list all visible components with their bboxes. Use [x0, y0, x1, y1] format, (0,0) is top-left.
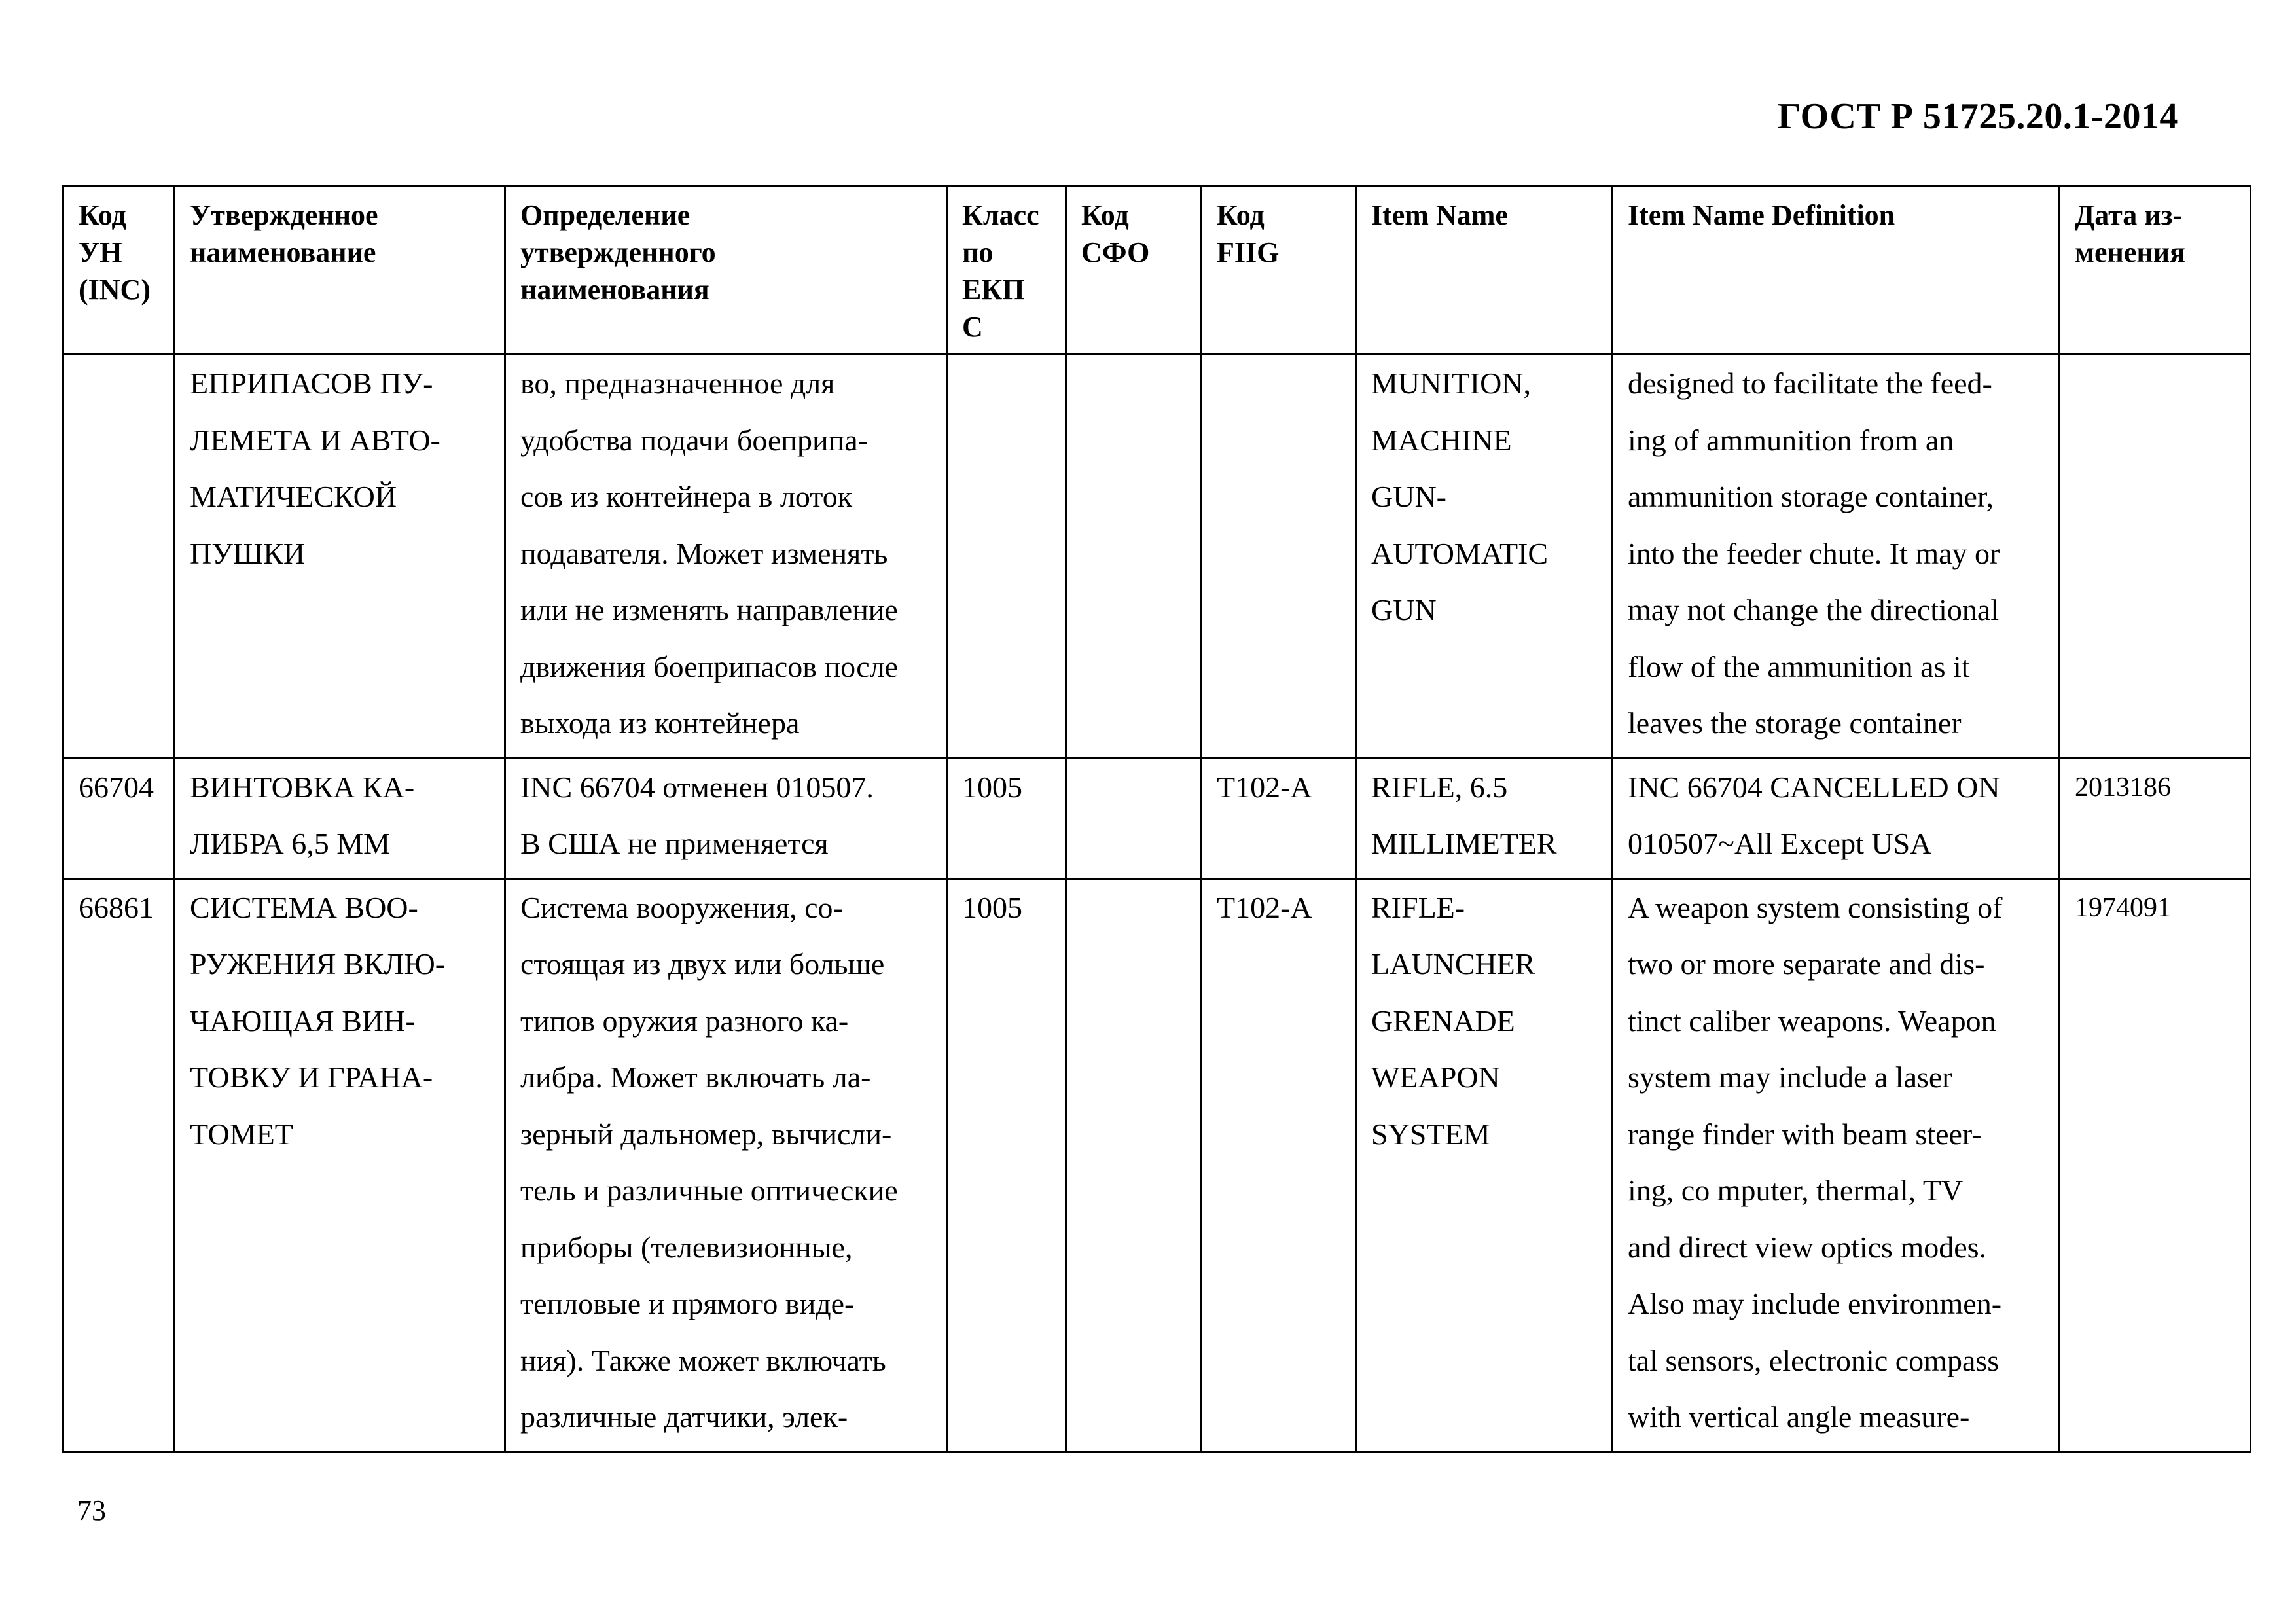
cell-sfo — [1066, 878, 1202, 1452]
header-fiig: Код FIIG — [1202, 187, 1356, 355]
cell-item-definition: designed to facilitate the feed- ing of ammunition from an ammunition storage container, into the feeder chute. It may or may not change the directional flow of the ammunition as it leaves the storage container — [1613, 355, 2060, 759]
cell-class — [947, 355, 1066, 759]
cell-sfo — [1066, 355, 1202, 759]
cell-inc: 66861 — [63, 878, 175, 1452]
header-date: Дата из- менения — [2060, 187, 2251, 355]
header-item-name: Item Name — [1356, 187, 1613, 355]
cell-class: 1005 — [947, 758, 1066, 878]
header-class: Класс по ЕКП С — [947, 187, 1066, 355]
cell-date: 1974091 — [2060, 878, 2251, 1452]
cell-item-name: RIFLE, 6.5 MILLIMETER — [1356, 758, 1613, 878]
header-inc: Код УН (INC) — [63, 187, 175, 355]
cell-item-name: MUNITION, MACHINE GUN- AUTOMATIC GUN — [1356, 355, 1613, 759]
cell-approved-name: СИСТЕМА ВОО- РУЖЕНИЯ ВКЛЮ- ЧАЮЩАЯ ВИН- ТОВКУ И ГРАНА- ТОМЕТ — [175, 878, 505, 1452]
document-code: ГОСТ Р 51725.20.1-2014 — [1777, 96, 2178, 137]
cell-sfo — [1066, 758, 1202, 878]
cell-class: 1005 — [947, 878, 1066, 1452]
header-approved-name: Утвержденное наименование — [175, 187, 505, 355]
header-definition: Определение утвержденного наименования — [505, 187, 947, 355]
cell-fiig: T102-A — [1202, 878, 1356, 1452]
header-sfo: Код СФО — [1066, 187, 1202, 355]
page-number: 73 — [77, 1494, 106, 1526]
cell-item-name: RIFLE- LAUNCHER GRENADE WEAPON SYSTEM — [1356, 878, 1613, 1452]
cell-fiig — [1202, 355, 1356, 759]
cell-definition: во, предназначенное для удобства подачи боеприпа- сов из контейнера в лоток подавателя. Может изменять или не изменять направление движения боеприпасов после выхода из контейнера — [505, 355, 947, 759]
cell-inc: 66704 — [63, 758, 175, 878]
cell-inc — [63, 355, 175, 759]
cell-item-definition: A weapon system consisting of two or more separate and dis- tinct caliber weapons. Weapon system may include a laser range finder with beam steer- ing, co mputer, thermal, TV and direct view optics modes. Also may include environmen- tal sensors, electronic compass with vertical angle measure- — [1613, 878, 2060, 1452]
cell-date — [2060, 355, 2251, 759]
cell-definition: Система вооружения, со- стоящая из двух или больше типов оружия разного ка- либра. Может включать ла- зерный дальномер, вычисли- тель и различные оптические приборы (телевизионные, тепловые и прямого виде- ния). Также может включать различные датчики, элек- — [505, 878, 947, 1452]
cell-definition: INC 66704 отменен 010507. В США не применяется — [505, 758, 947, 878]
cell-approved-name: ЕПРИПАСОВ ПУ- ЛЕМЕТА И АВТО- МАТИЧЕСКОЙ ПУШКИ — [175, 355, 505, 759]
table-header-row — [63, 187, 2251, 355]
header-item-definition: Item Name Definition — [1613, 187, 2060, 355]
cell-date: 2013186 — [2060, 758, 2251, 878]
table-row — [63, 758, 2251, 878]
items-table — [62, 185, 2251, 1453]
cell-approved-name: ВИНТОВКА КА- ЛИБРА 6,5 ММ — [175, 758, 505, 878]
cell-item-definition: INC 66704 CANCELLED ON 010507~All Except USA — [1613, 758, 2060, 878]
cell-fiig: T102-A — [1202, 758, 1356, 878]
table-row — [63, 355, 2251, 759]
table-row — [63, 878, 2251, 1452]
